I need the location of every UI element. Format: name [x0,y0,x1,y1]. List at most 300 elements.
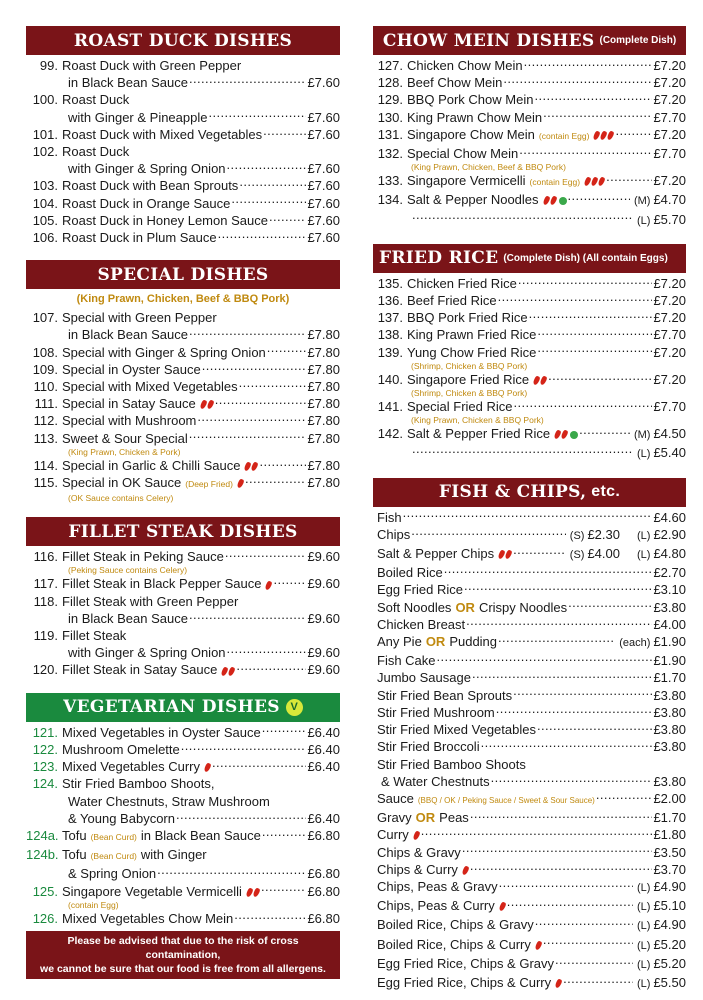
menu-item-row [26,474,340,493]
item-number: 133. [377,173,403,189]
item-note: (King Prawn, Chicken & Pork) [68,446,181,457]
item-price-small: £2.30 [587,526,620,542]
item-price: £4.70 [653,192,686,208]
leader-dots [462,844,653,857]
item-name-line2: with Ginger & Spring Onion [68,645,226,661]
item-price: £3.80 [653,773,686,789]
menu-item-row [373,145,686,162]
item-price: £1.80 [653,827,686,843]
item-price: £6.40 [307,759,340,775]
item-name: Boiled Rice, Chips & Curry [377,936,531,952]
item-name: Stir Fried Bean Sprouts [377,687,513,703]
chili-group [555,974,562,991]
size-label: (each) [619,637,651,650]
item-number: 114. [33,457,58,473]
menu-item [373,704,686,721]
item-price: £7.80 [307,327,340,343]
leader-dots [189,326,306,339]
item-name: Beef Chow Mein [407,75,503,91]
item-name: BBQ Pork Chow Mein [407,92,534,108]
item-number: 123. [32,759,58,775]
menu-item [373,191,686,229]
leader-dots [262,724,307,737]
item-price: £6.80 [307,866,340,882]
leader-dots [262,827,307,840]
or-word: OR [455,599,475,615]
item-name-line2: & Water Chestnuts [381,773,490,789]
leader-dots [548,371,652,384]
item-name: Salt & Pepper Chips [377,546,495,562]
item-price: £7.80 [307,379,340,395]
menu-item [373,581,686,598]
menu-item [373,564,686,581]
item-name: Special with Ginger & Spring Onion [62,344,266,360]
menu-item-row [373,599,686,616]
item-name: Special with Green Pepper [62,310,217,326]
item-number: 111. [34,396,58,412]
item-name: Roast Duck [62,92,130,108]
menu-item [373,545,686,564]
menu-item [26,229,340,246]
menu-item-row [26,883,340,900]
chili-icon [542,196,550,206]
leader-dots [596,790,653,803]
item-name: Special in OK Sauce [62,475,182,491]
menu-item [373,509,686,526]
roast-duck-list [26,55,340,246]
size-label: (S) [569,549,585,562]
menu-item [26,361,340,378]
item-number: 110. [33,379,58,395]
menu-item-row [373,773,686,790]
chili-icon [461,865,469,875]
leader-dots [535,916,633,929]
menu-item-row [373,878,686,897]
leader-dots [403,509,653,522]
item-number: 131. [377,126,403,142]
item-price: £2.70 [653,565,686,581]
menu-item-row [373,897,686,916]
item-price: £4.60 [653,509,686,525]
menu-item [373,826,686,843]
menu-item [26,910,340,927]
size-label: (L) [637,529,651,542]
leader-dots [181,741,307,754]
menu-item-row [26,644,340,661]
item-price: £9.60 [307,610,340,626]
chili-group [533,371,547,388]
item-number: 121. [32,724,58,740]
chili-group [535,936,542,953]
menu-item [373,275,686,292]
item-name: King Prawn Chow Mein [407,109,543,125]
menu-item-row [26,126,340,143]
leader-dots [555,955,633,968]
menu-item [26,758,340,775]
menu-item [373,721,686,738]
item-price: £6.80 [307,883,340,899]
menu-item [373,126,686,145]
item-name: Singapore Chow Mein [407,126,535,142]
leader-dots [157,865,306,878]
item-price: £3.80 [653,739,686,755]
menu-item [373,738,686,755]
item-number: 107. [32,310,58,326]
menu-item-row [26,430,340,447]
menu-item [373,878,686,897]
item-name: Sauce [377,790,414,806]
item-price: £7.60 [307,161,340,177]
item-number: 130. [377,109,403,125]
item-name: Mixed Vegetables Chow Mein [62,910,234,926]
menu-item-row [373,809,686,826]
menu-item-row [26,548,340,565]
menu-item-row [26,775,340,792]
item-name: Special with Mixed Vegetables [62,379,238,395]
menu-item-row [26,57,340,74]
item-price: £7.20 [653,275,686,291]
leader-dots [176,810,306,823]
menu-item [26,627,340,661]
menu-item [26,846,340,882]
menu-item [26,883,340,910]
item-price: £7.20 [653,173,686,189]
menu-item-row [373,126,686,145]
leader-dots [543,109,652,122]
item-note: (Shrimp, Chicken & BBQ Pork) [411,360,528,371]
menu-item [373,526,686,545]
vegetarian-icon: V [286,699,303,716]
menu-item-row [373,916,686,935]
menu-item-row [373,292,686,309]
roast-duck-section [26,26,340,246]
item-price: £6.40 [307,810,340,826]
item-name: Egg Fried Rice, Chips & Curry [377,974,552,990]
leader-dots [215,395,307,408]
leader-dots [466,616,652,629]
item-number: 136. [377,293,403,309]
item-price: £7.20 [653,126,686,142]
item-price: £7.70 [653,399,686,415]
item-price: £7.20 [653,371,686,387]
menu-item-row [26,378,340,395]
menu-item-row [373,790,686,809]
menu-item [373,916,686,935]
item-name: Boiled Rice [377,565,443,581]
item-name: Curry [377,827,409,843]
leader-dots [537,344,652,357]
menu-item [373,292,686,309]
menu-item-row [26,109,340,126]
chili-icon [504,549,512,559]
item-name: Mixed Vegetables Curry [62,759,201,775]
item-number: 105. [32,212,58,228]
item-price: £2.00 [653,790,686,806]
menu-item-row [373,91,686,108]
menu-item [373,861,686,878]
leader-dots [411,526,566,539]
item-number: 101. [32,126,58,142]
leader-dots [231,195,306,208]
item-name: Chips & Gravy [377,844,461,860]
menu-item-row [26,910,340,927]
item-name: Special in Garlic & Chilli Sauce [62,457,241,473]
item-name: Fillet Steak [62,628,127,644]
menu-item-row [26,212,340,229]
leader-dots [269,212,307,225]
leader-dots [470,809,653,822]
item-number: 119. [33,628,58,644]
chili-icon [534,940,542,950]
item-name-cont: Pudding [449,634,498,650]
menu-item [26,212,340,229]
menu-item [26,593,340,627]
leader-dots [498,292,653,305]
menu-item-row [373,756,686,773]
menu-item [373,425,686,463]
item-name: Fillet Steak in Satay Sauce [62,662,218,678]
or-word: OR [415,810,436,826]
item-price: £3.70 [653,861,686,877]
item-name: Stir Fried Bamboo Shoots, [62,776,215,792]
menu-item [373,616,686,633]
fillet-list [26,546,340,678]
menu-item [26,195,340,212]
menu-item [373,109,686,126]
size-label: (M) [633,429,651,442]
chili-icon [199,400,207,410]
leader-dots [543,936,633,949]
menu-item-row [373,826,686,843]
item-name: Yung Chow Fried Rice [407,344,537,360]
menu-item-row [373,172,686,191]
item-price: £2.90 [653,526,686,542]
menu-item [26,724,340,741]
item-number: 120. [32,662,58,678]
item-price: £4.80 [653,546,686,562]
menu-item [373,371,686,398]
menu-item-row [373,616,686,633]
item-name: Fish Cake [377,653,436,669]
leader-dots [218,229,307,242]
menu-item-row [26,724,340,741]
leader-dots [234,910,306,923]
item-name: Special in Oyster Sauce [62,361,201,377]
item-price: £3.50 [653,844,686,860]
menu-item-row [26,457,340,474]
menu-item-row [373,704,686,721]
menu-item-row [373,844,686,861]
item-name: Chips & Curry [377,861,458,877]
item-number: 125. [32,883,58,899]
leader-dots [514,398,653,411]
left-column [26,26,340,979]
chili-group [237,474,244,491]
item-price: £1.90 [653,653,686,669]
menu-item [373,687,686,704]
fried-rice-heading: FRIED RICE (Complete Dish) (All contain Eggs) [373,244,686,273]
menu-item [373,57,686,74]
size-label: (S) [569,529,585,542]
fillet-section [26,517,340,678]
item-price-small: £4.00 [587,546,620,562]
leader-dots [568,191,630,204]
menu-item [373,897,686,916]
allergen-notice: Please be advised that due to the risk of cross contamination, we cannot be sure that our food is free from all allergens. [26,931,340,979]
menu-item-row [373,936,686,955]
item-price: £9.60 [307,576,340,592]
chili-group [499,897,506,914]
item-price: £7.60 [307,109,340,125]
item-name: Soft Noodles [377,599,452,615]
menu-item-row [373,326,686,343]
menu-item-row [373,275,686,292]
menu-item [373,599,686,616]
menu-item-row [26,361,340,378]
item-price: £7.20 [653,310,686,326]
item-name-line2: with Ginger & Spring Onion [68,161,226,177]
roast-duck-heading: ROAST DUCK DISHES [26,26,340,55]
item-price: £3.80 [653,599,686,615]
chili-group [543,191,567,208]
item-number: 142. [377,426,403,442]
item-name: Chicken Chow Mein [407,58,523,73]
menu-item-row [373,526,686,545]
item-name: Special Chow Mein [407,146,519,162]
menu-item [26,143,340,177]
menu-item [373,955,686,974]
item-note: (King Prawn, Chicken & BBQ Pork) [411,415,544,426]
leader-dots [563,974,633,987]
fried-rice-section [373,244,686,464]
menu-item-row [26,143,340,160]
item-price: £4.90 [653,917,686,933]
right-column [373,26,686,1000]
item-name: Chicken Breast [377,616,466,632]
menu-item [373,398,686,425]
menu-item [373,633,686,652]
leader-dots [267,344,307,357]
item-inline-note: (Deep Fried) [185,479,233,490]
vegetarian-section [26,693,340,927]
item-name: Roast Duck with Bean Sprouts [62,178,239,194]
item-name-line2: with Ginger & Pineapple [68,109,208,125]
item-price: £9.60 [307,662,340,678]
fish-chips-heading: FISH & CHIPS, etc. [373,478,686,507]
item-price: £6.40 [307,741,340,757]
menu-item-row [373,425,686,444]
chili-group [265,575,272,592]
item-price: £5.10 [653,898,686,914]
fish-chips-list [373,507,686,993]
menu-item-row [373,581,686,598]
chili-icon [252,887,260,897]
item-number: 108. [32,344,58,360]
leader-dots [239,177,306,190]
item-name-cont: Crispy Noodles [478,599,568,615]
item-name: Chicken Fried Rice [407,275,517,291]
item-price: £7.20 [653,58,686,73]
item-price: £7.60 [307,178,340,194]
menu-item-row [373,564,686,581]
item-price: £4.90 [653,878,686,894]
chow-mein-heading: CHOW MEIN DISHES (Complete Dish) [373,26,686,55]
leader-dots [225,548,307,561]
leader-dots [524,57,653,70]
menu-item [373,309,686,326]
chili-group [498,545,512,562]
item-name: Roast Duck in Plum Sauce [62,230,217,246]
item-price: £7.20 [653,344,686,360]
menu-item [373,936,686,955]
chili-icon [412,831,420,841]
item-name-line2: in Black Bean Sauce [68,75,188,91]
item-number: 139. [377,344,403,360]
menu-item [373,809,686,826]
item-price: £7.60 [307,75,340,91]
leader-dots [615,126,652,139]
chili-icon [245,887,253,897]
leader-dots [513,687,652,700]
menu-item-row [26,395,340,412]
item-name: Stir Fried Mushroom [377,704,495,720]
item-number: 126. [32,910,58,926]
menu-item-row [373,738,686,755]
item-price: £4.50 [653,426,686,442]
item-name: Chips, Peas & Curry [377,898,495,914]
size-label: (L) [637,901,651,914]
leader-dots [498,633,615,646]
leader-dots [412,211,633,224]
item-note: (Shrimp, Chicken & BBQ Pork) [411,388,528,399]
item-price: £4.00 [653,616,686,632]
item-inline-note: (contain Egg) [529,177,581,188]
item-price: £7.70 [653,327,686,343]
item-note: (contain Egg) [68,899,119,910]
item-price: £7.60 [307,230,340,246]
item-name: Fillet Steak in Black Pepper Sauce [62,576,262,592]
item-name: Beef Fried Rice [407,293,497,309]
item-price: £5.40 [653,445,686,461]
leader-dots [481,738,653,751]
menu-item-row [26,661,340,678]
chili-icon [228,666,236,676]
item-name: Chips, Peas & Gravy [377,878,498,894]
item-price: £3.10 [653,582,686,598]
leader-dots [259,457,306,470]
item-name: Roast Duck [62,144,130,160]
chili-icon [203,763,211,773]
menu-item-row [373,211,686,230]
leader-dots [437,652,653,665]
item-number: 137. [377,310,403,326]
leader-dots [421,826,653,839]
item-number: 102. [32,144,58,160]
size-label: (L) [637,939,651,952]
chili-icon [498,902,506,912]
item-number: 100. [32,92,58,108]
menu-item [26,575,340,592]
item-number: 134. [377,192,403,208]
item-name: Stir Fried Bamboo Shoots [377,756,526,772]
item-price: £7.80 [307,430,340,446]
size-label: (L) [637,881,651,894]
size-label: (L) [637,214,651,227]
menu-item-row [26,758,340,775]
item-name: Boiled Rice, Chips & Gravy [377,917,534,933]
leader-dots [491,773,653,786]
item-name: Salt & Pepper Noodles [407,192,539,208]
